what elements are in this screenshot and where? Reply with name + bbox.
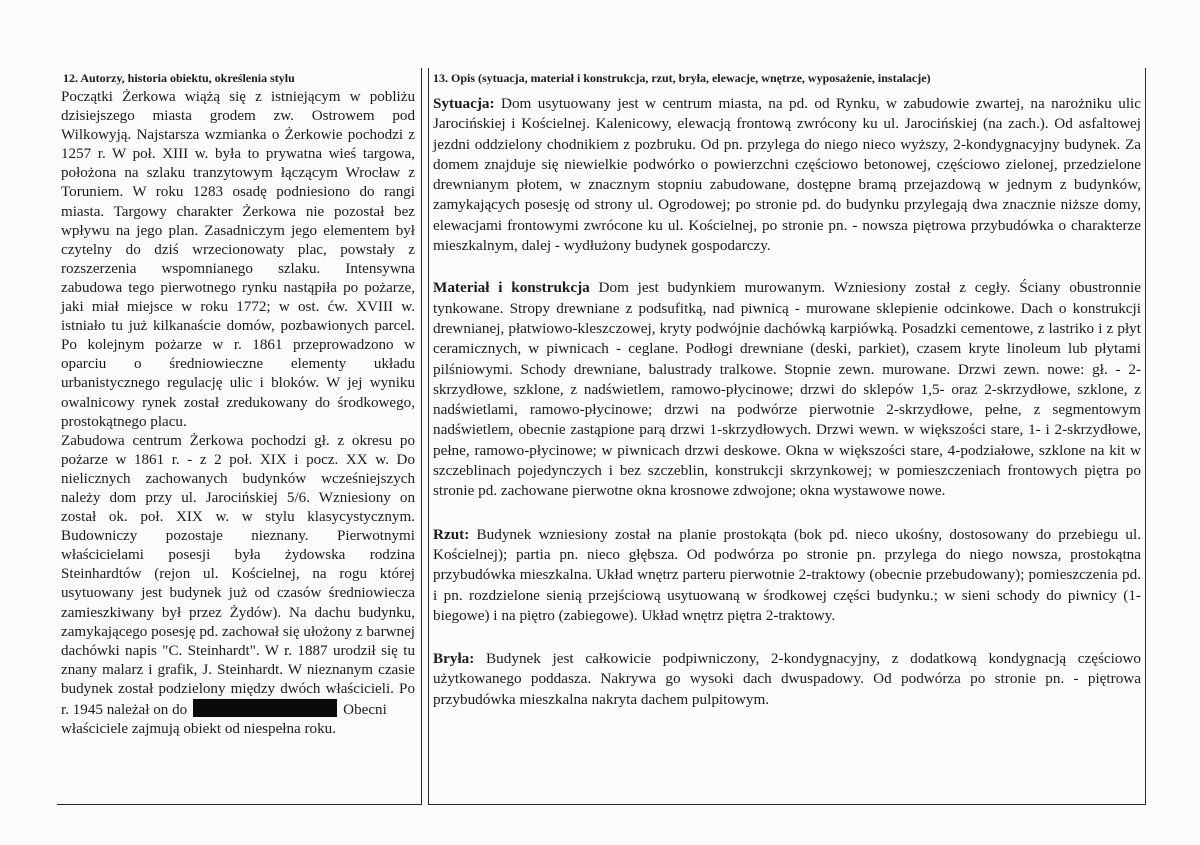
history-paragraph-1: Początki Żerkowa wiążą się z istniejącym w pobliżu dzisiejszego miasta grodem zw. Ostrowem pod Wilkowyją. Najstarsza wzmianka o Żerkowie pochodzi z 1257 r. W poł. XIII w. była to prywatna wieś targowa, położona na szlaku tranzytowym łączącym Wrocław z Toruniem. W roku 1283 osadę podniesiono do rangi miasta. Targowy charakter Żerkowa nie pozostał bez wpływu na jego plan. Zasadniczym jego elementem był czytelny do dziś wrzecionowaty plac, powstały z rozszerzenia wspomnianego szlaku. Intensywna zabudowa tego pierwotnego rynku nastąpiła po pożarze, jaki miał miejsce w roku 1772; w ost. ćw. XVIII w. istniało tu już kilkanaście domów, pozbawionych parcel. Po kolejnym pożarze w r. 1861 przeprowadzono w oparciu o średniowieczne elementy układu urbanistycznego regulację ulic i bloków. W jej wyniku owalnicowy rynek został zredukowany do środkowego, prostokątnego placu. [61,89,415,430]
sytuacja-label: Sytuacja: [433,95,495,112]
rzut-label: Rzut: [433,525,470,543]
history-paragraph-2-text: Zabudowa centrum Żerkowa pochodzi gł. z okresu po pożarze w 1861 r. - z 2 poł. XIX i pocz. XX w. Do nielicznych zachowanych budynków wcześniejszych należy dom przy ul. Jarocińskiej 5/6. Wzniesiony on został ok. poł. XIX w. w stylu klasycystycznym. Budowniczy pozostaje nieznany. Pierwotnymi właścicielami posesji była żydowska rodzina Steinhardtów (rejon ul. Kościelnej, na rogu której usytuowany jest budynek już od czasów średniowiecza zamieszkiwany był przez Żydów). Na dachu budynku, zamykającego posesję pd. zachował się ułożony z barwnej dachówki napis "C. Steinhardt". W r. 1887 urodził się tu znany malarz i grafik, J. Steinhardt. W nieznanym czasie budynek został podzielony między dwóch właścicieli. Po r. 1945 należał on do [61,432,415,718]
redaction-box [193,699,337,717]
history-closing-line: właściciele zajmują obiekt od niespełna roku. [61,721,336,738]
section-13-heading: 13. Opis (sytuacja, materiał i konstrukcja, rzut, bryła, elewacje, wnętrze, wyposażenie, instalacje) [433,71,931,85]
bryla-label: Bryła: [433,650,475,668]
section-12-column [57,68,422,805]
section-13-column [428,68,1146,805]
section-12-heading: 12. Autorzy, historia obiektu, określenia stylu [63,71,295,85]
history-paragraph-2 [61,432,415,720]
sytuacja-block [433,94,1141,256]
material-text: Dom jest budynkiem murowanym. Wzniesiony został z cegły. Ściany obustronnie tynkowane. Stropy drewniane z podsufitką, nad piwnicą - murowane sklepienie odcinkowe. Dach o konstrukcji drewnianej, płatwiowo-kleszczowej, kryty podwójnie dachówką karpiówką. Posadzki cementowe, z lastriko i z płyt ceramicznych, w piwnicach - ceglane. Podłogi drewniane (deski, parkiet), czasem kryte linoleum lub płytami pilśniowymi. Schody drewniane, balustrady tralkowe. Stopnie zewn. murowane. Drzwi zewn. nowe: gł. - 2-skrzydłowe, szklone, z nadświetlem, ramowo-płycinowe; drzwi do sklepów 1,5- oraz 2-skrzydłowe, szklone, z nadświetlami, ramowo-płycinowe; drzwi na podwórze pierwotnie 2-skrzydłowe, pełne, z segmentowym nadświetlem, obecnie zastąpione parą drzwi 1-skrzydłowych. Drzwi wewn. w większości stare, 1- i 2-skrzydłowe, pełne, ramowo-płycinowe; w piwnicach drzwi deskowe. Okna w większości stare, 4-podziałowe, szklone na kit w szczeblinach pojedynczych i bez szczeblin, konstrukcji skrzynkowej; w pomieszczeniach frontowych piętra po stronie pd. zachowane pierwotne okna krosnowe zdwojone; okna wystawowe nowe. [433,279,1142,500]
material-block [433,278,1141,501]
rzut-block [433,525,1141,626]
section-12-body [61,88,415,739]
rzut-text: Budynek wzniesiony został na planie prostokąta (bok pd. nieco ukośny, dostosowany do przebiegu ul. Kościelnej); partia pn. nieco głębsza. Od podwórza po stronie pn. przylega do niego nowsza, prostokątna przybudówka mieszkalna. Układ wnętrz parteru pierwotnie 2-traktowy (obecnie przebudowany); pomieszczenia pd. i pn. rozdzielone sienią przejściową usytuowaną w środkowej części budynku.; w sieni schody do piwnicy (1-biegowe) i na piętro (zabiegowe). Układ wnętrz piętra 2-traktowy. [433,525,1141,624]
bryla-text: Budynek jest całkowicie podpiwniczony, 2-kondygnacyjny, z dodatkową kondygnacją częściowo użytkowanego poddasza. Nakrywa go wysoki dach dwuspadowy. Od podwórza po stronie pn. - piętrowa przybudówka mieszkalna nakryta dachem pulpitowym. [433,650,1142,708]
bryla-block [433,649,1141,710]
material-label: Materiał i konstrukcja [433,279,590,297]
after-redaction-text: Obecni [343,702,387,718]
sytuacja-text: Dom usytuowany jest w centrum miasta, na pd. od Rynku, w zabudowie zwartej, na narożniku ulic Jarocińskiej i Kościelnej. Kalenicowy, elewacją frontową zwrócony ku ul. Jarocińskiej (na zach.). Od asfaltowej jezdni oddzielony chodnikiem z pozbruku. Od pn. przylega do niego nieco wyższy, 2-kondygnacyjny budynek. Za domem znajduje się niewielkie podwórko o powierzchni częściowo betonowej, częściowo zielonej, przedzielone drewnianym płotem, w znacznym stopniu zabudowane, dostępne bramą przejazdową w jednym z budynków, zamykających posesję od strony ul. Ogrodowej; po stronie pd. do budynku przylegają dwa znacznie niższe domy, elewacjami frontowymi zwrócone ku ul. Kościelnej, po stronie pn. - nowsza piętrowa przybudówka o charakterze mieszkalnym, dalej - wydłużony budynek gospodarczy. [433,95,1142,255]
